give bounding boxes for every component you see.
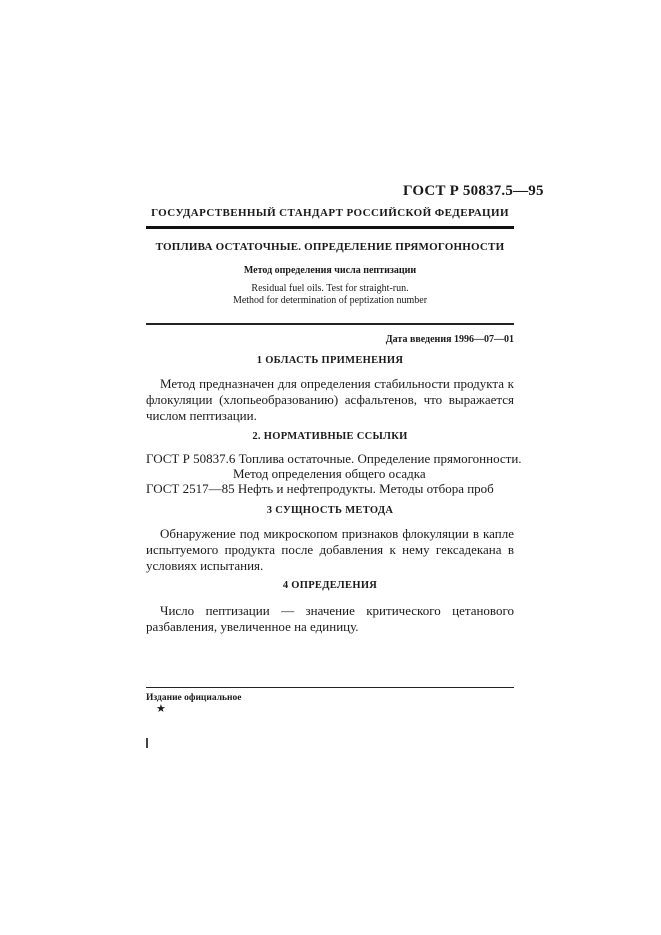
section-text-scope: Метод предназначен для определения стабильности продукта к флокуляции (хлопьеобразованию) асфальтенов, что выражается числом пептизации. xyxy=(146,376,514,423)
document-number: ГОСТ Р 50837.5—95 xyxy=(403,183,544,199)
introduction-date: Дата введения 1996—07—01 xyxy=(385,334,514,345)
section-heading-scope: 1 ОБЛАСТЬ ПРИМЕНЕНИЯ xyxy=(256,355,404,366)
section-text-essence: Обнаружение под микроскопом признаков флокуляции в капле испытуемого продукта после добавления к нему гексадекана в условиях испытания. xyxy=(146,526,514,573)
english-title-line-2: Method for determination of peptization number xyxy=(232,295,428,306)
section-heading-essence: 3 СУЩНОСТЬ МЕТОДА xyxy=(266,505,394,516)
header-rule xyxy=(146,226,514,229)
star-icon: ★ xyxy=(156,703,166,715)
edition-note: Издание официальное xyxy=(146,693,242,703)
section-text-definitions: Число пептизации — значение критического цетанового разбавления, увеличенное на единицу. xyxy=(146,603,514,634)
method-subtitle: Метод определения числа пептизации xyxy=(243,265,417,276)
section-heading-references: 2. НОРМАТИВНЫЕ ССЫЛКИ xyxy=(252,431,408,442)
reference-item-1: ГОСТ Р 50837.6 Топлива остаточные. Определение прямогонности. xyxy=(146,451,522,466)
section-heading-definitions: 4 ОПРЕДЕЛЕНИЯ xyxy=(282,580,378,591)
standard-title: ГОСУДАРСТВЕННЫЙ СТАНДАРТ РОССИЙСКОЙ ФЕДЕРАЦИИ xyxy=(151,207,509,219)
footer-rule xyxy=(146,687,514,688)
reference-item-1-continued: Метод определения общего осадка xyxy=(233,466,426,481)
english-title-line-1: Residual fuel oils. Test for straight-run. xyxy=(251,283,409,294)
title-rule xyxy=(146,323,514,325)
document-title: ТОПЛИВА ОСТАТОЧНЫЕ. ОПРЕДЕЛЕНИЕ ПРЯМОГОННОСТИ xyxy=(155,241,505,253)
margin-mark xyxy=(146,738,148,748)
reference-item-2: ГОСТ 2517—85 Нефть и нефтепродукты. Методы отбора проб xyxy=(146,481,494,496)
